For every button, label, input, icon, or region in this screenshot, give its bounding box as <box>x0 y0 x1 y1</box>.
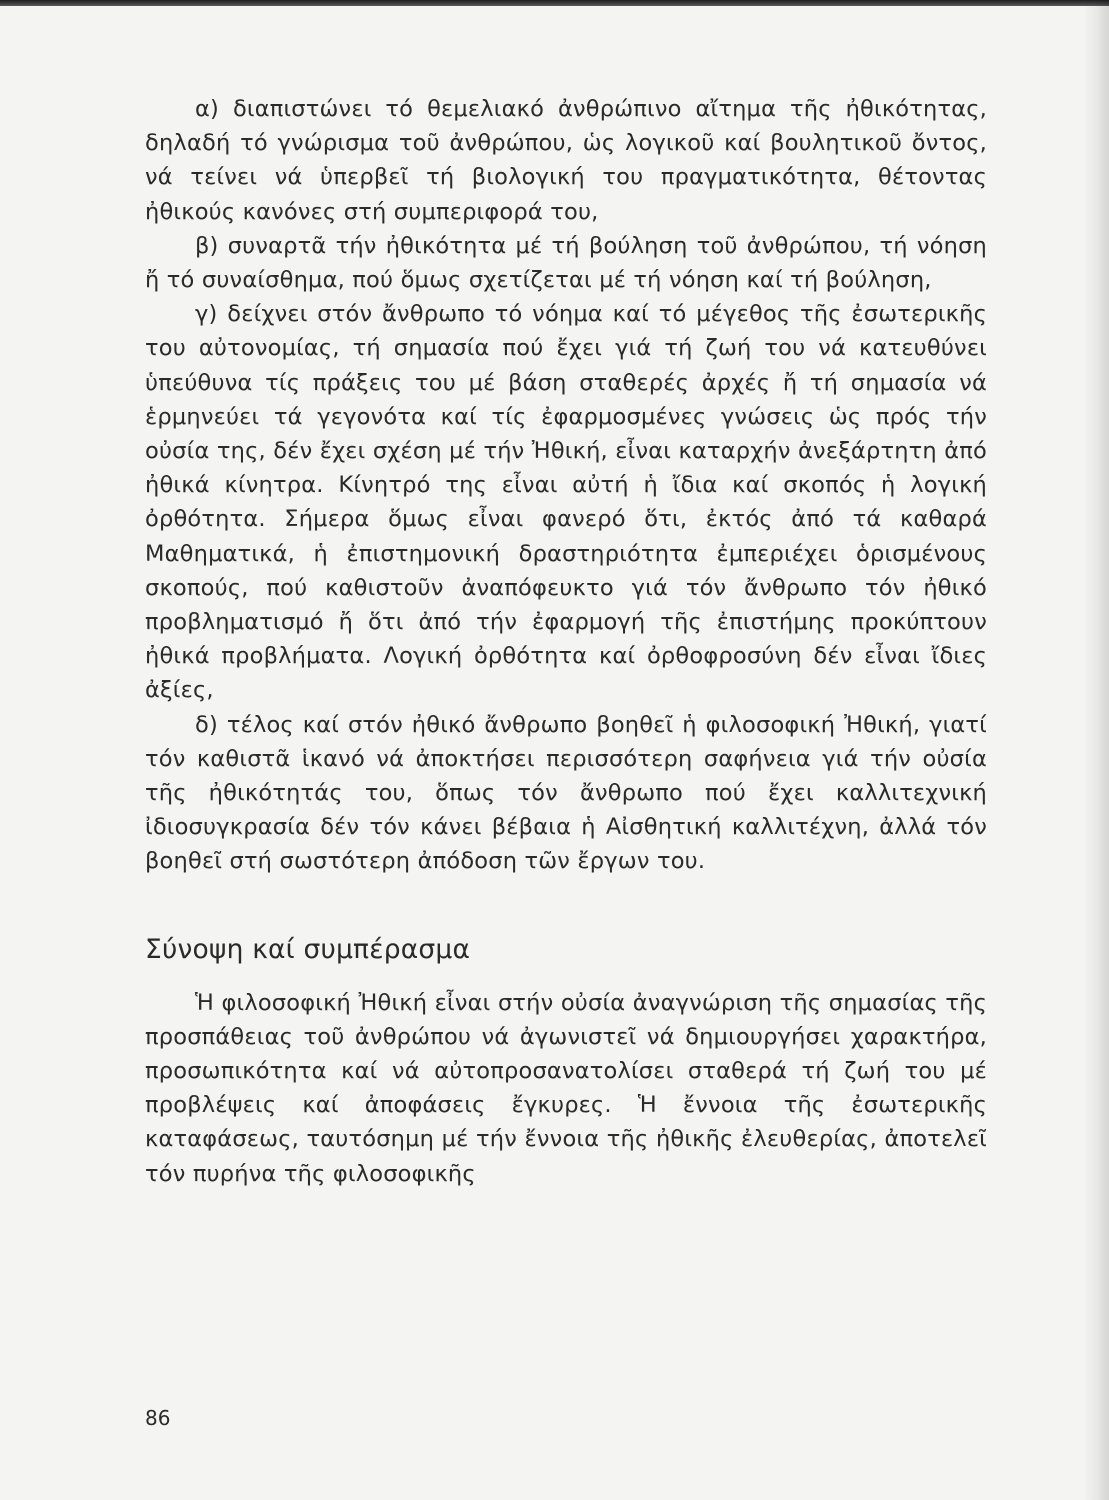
page-top-edge <box>0 0 1109 6</box>
page-body <box>145 92 987 1191</box>
paragraph-b: β) συναρτᾶ τήν ἠθικότητα μέ τή βούληση τοῦ ἀνθρώπου, τή νόηση ἤ τό συναίσθημα, πού ὅμως σχετίζεται μέ τή νόηση καί τή βούληση, <box>145 232 987 294</box>
paragraph-d: δ) τέλος καί στόν ἠθικό ἄνθρωπο βοηθεῖ ἡ φιλοσοφική Ἠθική, γιατί τόν καθιστᾶ ἱκανό νά ἀποκτήσει περισσότερη σαφήνεια γιά τήν οὐσία τῆς ἠθικότητάς του, ὅπως τόν ἄνθρωπο πού ἔχει καλλιτεχνική ἰδιοσυγκρασία δέν τόν κάνει βέβαια ἡ Αἰσθητική καλλιτέχνη, ἀλλά τόν βοηθεῖ στή σωστότερη ἀπόδοση τῶν ἔργων του. <box>145 711 987 875</box>
section-heading: Σύνοψη καί συμπέρασμα <box>145 933 471 965</box>
paragraph-c: γ) δείχνει στόν ἄνθρωπο τό νόημα καί τό μέγεθος τῆς ἐσωτερικῆς του αὐτονομίας, τή σημασία πού ἔχει γιά τή ζωή του νά κατευθύνει ὑπεύθυνα τίς πράξεις του μέ βάση σταθερές ἀρχές ἤ τή σημασία νά ἑρμηνεύει τά γεγονότα καί τίς ἐφαρμοσμένες γνώσεις ὡς πρός τήν οὐσία της, δέν ἔχει σχέση μέ τήν Ἠθική, εἶναι καταρχήν ἀνεξάρτητη ἀπό ἠθικά κίνητρα. Κίνητρό της εἶναι αὐτή ἡ ἴδια καί σκοπός ἡ λογική ὀρθότητα. Σήμερα ὅμως εἶναι φανερό ὅτι, ἐκτός ἀπό τά καθαρά Μαθηματικά, ἡ ἐπιστημονική δραστηριότητα ἐμπεριέχει ὁρισμένους σκοπούς, πού καθιστοῦν ἀναπόφευκτο γιά τόν ἄνθρωπο τόν ἠθικό προβληματισμό ἤ ὅτι ἀπό τήν ἐφαρμογή τῆς ἐπιστήμης προκύπτουν ἠθικά προβλήματα. Λογική ὀρθότητα καί ὀρθοφροσύνη δέν εἶναι ἴδιες ἀξίες, <box>145 301 987 704</box>
spine-shadow <box>1083 0 1109 1500</box>
paragraph-a: α) διαπιστώνει τό θεμελιακό ἀνθρώπινο αἴτημα τῆς ἠθικότητας, δηλαδή τό γνώρισμα τοῦ ἀνθρώπου, ὡς λογικοῦ καί βουλητικοῦ ὄντος, νά τείνει νά ὑπερβεῖ τή βιολογική του πραγματικότητα, θέτοντας ἠθικούς κανόνες στή συμπεριφορά του, <box>145 96 987 225</box>
page-number: 86 <box>145 1406 171 1430</box>
summary-paragraph: Ἡ φιλοσοφική Ἠθική εἶναι στήν οὐσία ἀναγνώριση τῆς σημασίας τῆς προσπάθειας τοῦ ἀνθρώπου νά ἀγωνιστεῖ νά δημιουργήσει χαρακτήρα, προσωπικότητα καί νά αὐτοπροσανατολίσει σταθερά τή ζωή του μέ προβλέψεις καί ἀποφάσεις ἔγκυρες. Ἡ ἔννοια τῆς ἐσωτερικῆς καταφάσεως, ταυτόσημη μέ τήν ἔννοια τῆς ἠθικῆς ἐλευθερίας, ἀποτελεῖ τόν πυρήνα τῆς φιλοσοφικῆς <box>145 989 987 1187</box>
